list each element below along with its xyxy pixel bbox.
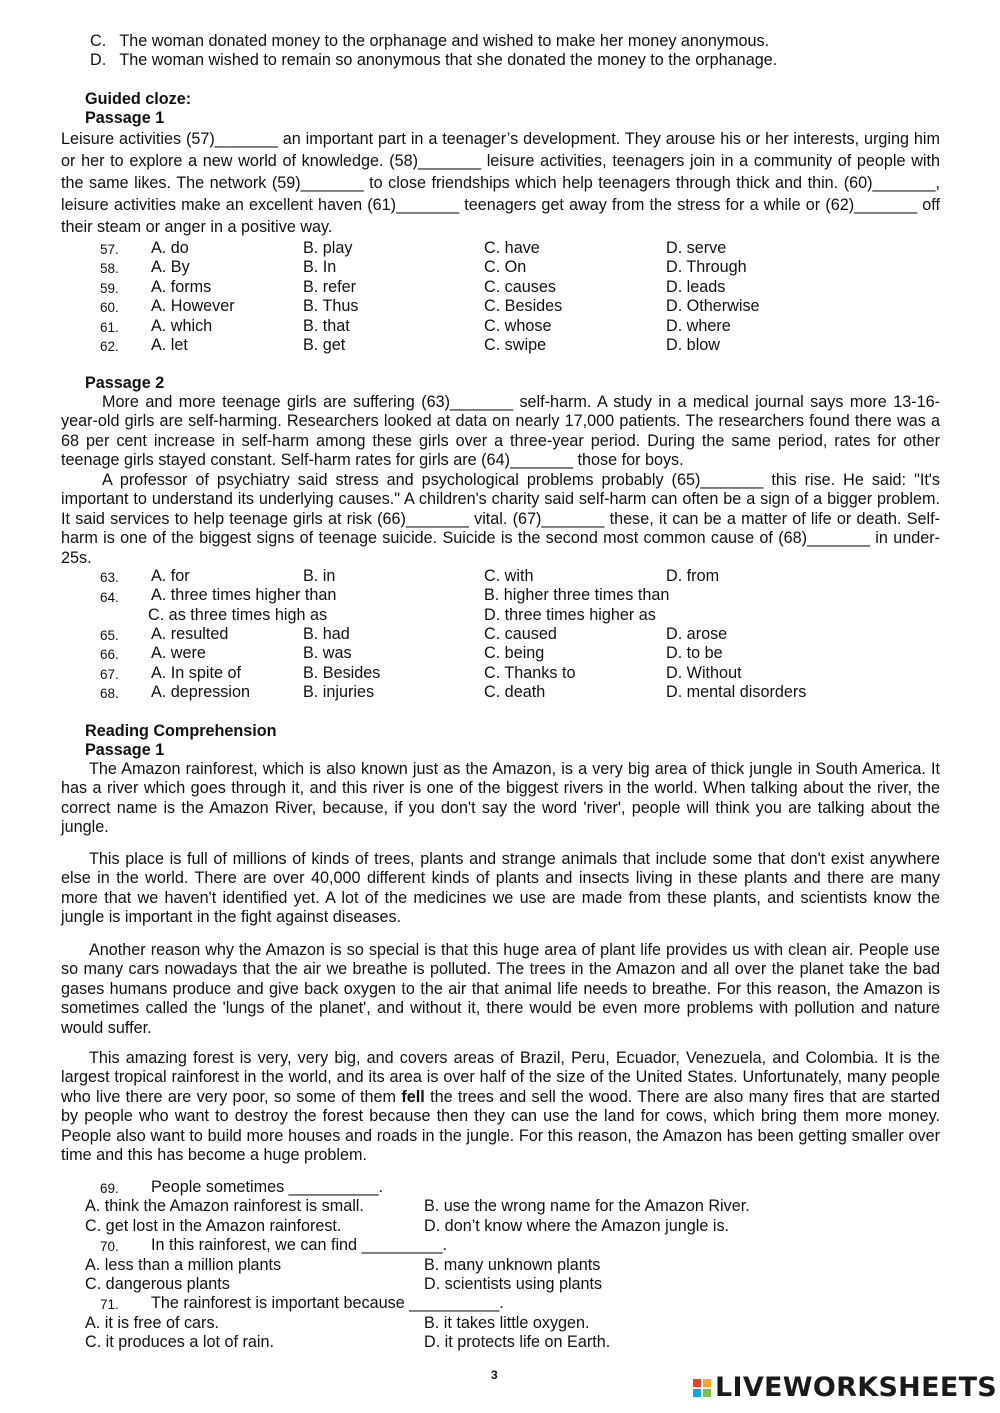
logo-square <box>703 1389 711 1397</box>
logo-text: LIVEWORKSHEETS <box>715 1372 998 1403</box>
question-number: 70. <box>100 1239 119 1255</box>
question-number: 58. <box>100 261 119 277</box>
option-b[interactable]: B. Thus <box>303 297 359 316</box>
option-b[interactable]: B. refer <box>303 277 357 296</box>
reading-paragraph-1: The Amazon rainforest, which is also known just as the Amazon, is a very big area of thick jungle in South America. It has a river which goes through it, and this river is one of the biggest rivers in the world. When talking about the river, the correct name is the Amazon River, because, if you don't say the word 'river', people will think you are talking about the jungle. <box>61 760 940 837</box>
question-stem: People sometimes __________. <box>151 1178 384 1196</box>
question-number: 59. <box>100 280 119 296</box>
option-b[interactable]: B. get <box>303 336 346 354</box>
passage2-title: Passage 2 <box>85 374 165 392</box>
option-d[interactable]: D. from <box>666 567 720 585</box>
paragraph-4-part-1: This amazing forest is very, very big, and covers areas of Brazil, Peru, Ecuador, Venezuela, and Colombia. It is the largest tropical rainforest in the world, and its area is over half of the size of the United States. Unfortunately, many people who live there are very poor, so some of them <box>61 1049 940 1106</box>
option-b[interactable]: B. In <box>303 258 337 277</box>
option-b[interactable]: B. higher three times than <box>484 586 670 604</box>
question-number: 66. <box>100 647 119 663</box>
question-number: 71. <box>100 1297 119 1313</box>
option-c[interactable]: C. On <box>484 258 527 277</box>
option-a[interactable]: A. were <box>151 644 206 663</box>
option-a[interactable]: A. three times higher than <box>151 586 337 604</box>
option-c[interactable]: C. with <box>484 567 534 585</box>
option-a[interactable]: A. it is free of cars. <box>85 1313 220 1332</box>
option-b[interactable]: B. had <box>303 625 350 643</box>
passage1-text: Leisure activities (57)_______ an important part in a teenager’s development. They arouse his or her interests, urging him or her to explore a new world of knowledge. (58)_______ leisure activities, teenagers join in a community of people with the same likes. The network (59)_______ to close friendships which help teenagers through thick and thin. (60)_______, leisure activities make an excellent haven (61)_______ teenagers get away from the stress for a while or (62)_______ off their steam or anger in a positive way. <box>61 130 940 236</box>
option-a[interactable]: A. think the Amazon rainforest is small. <box>85 1197 364 1216</box>
logo-square <box>693 1389 701 1397</box>
option-d[interactable]: D. blow <box>666 336 720 354</box>
option-b[interactable]: B. in <box>303 567 336 585</box>
option-d[interactable]: D. serve <box>666 239 727 257</box>
liveworksheets-logo <box>693 1373 997 1403</box>
question-stem: In this rainforest, we can find _________. <box>151 1236 448 1255</box>
question-number: 67. <box>100 666 119 682</box>
option-a[interactable]: A. do <box>151 239 189 257</box>
option-d[interactable]: D. where <box>666 316 731 335</box>
reading-heading: Reading Comprehension <box>85 722 277 740</box>
reading-passage-title: Passage 1 <box>85 741 165 759</box>
option-c[interactable]: C. dangerous plants <box>85 1275 230 1293</box>
option-b[interactable]: B. Besides <box>303 663 381 682</box>
reading-paragraph-3: Another reason why the Amazon is so special is that this huge area of plant life provides us with clean air. People use so many cars nowadays that the air we breathe is polluted. The trees in the Amazon and all over the planet take the bad gases humans produce and give back oxygen to the air that animal life needs to breathe. For this reason, the Amazon is sometimes called the 'lungs of the planet', and without it, there would be even more problems with pollution and nature would suffer. <box>61 941 940 1037</box>
option-b[interactable]: B. many unknown plants <box>424 1255 601 1274</box>
option-a[interactable]: A. By <box>151 258 190 277</box>
option-d[interactable]: D. to be <box>666 644 723 663</box>
option-c[interactable]: C. causes <box>484 277 556 296</box>
option-a[interactable]: A. resulted <box>151 625 229 643</box>
option-c: C. The woman donated money to the orphanage and wished to make her money anonymous. <box>90 32 770 50</box>
option-c[interactable]: C. have <box>484 239 540 257</box>
question-number: 69. <box>100 1181 119 1196</box>
option-d[interactable]: D. leads <box>666 277 726 296</box>
option-b[interactable]: B. play <box>303 239 353 257</box>
guided-cloze-heading: Guided cloze: <box>85 90 192 108</box>
question-number: 68. <box>100 686 119 702</box>
question-number: 62. <box>100 339 119 354</box>
question-number: 65. <box>100 628 119 643</box>
option-c[interactable]: C. death <box>484 683 546 702</box>
logo-square <box>703 1379 711 1387</box>
logo-icon <box>693 1379 711 1397</box>
passage2-para1: More and more teenage girls are suffering (63)_______ self-harm. A study in a medical journal says more 13-16-year-old girls are self-harming. Researchers looked at data on nearly 17,000 patients. The researchers found there was a 68 per cent increase in self-harm among these girls over a three-year period. During the same period, rates for other teenage girls stayed constant. Self-harm rates for girls are (64)_______ those for boys. <box>61 393 940 470</box>
option-d[interactable]: D. Through <box>666 258 747 277</box>
reading-paragraph-2: This place is full of millions of kinds of trees, plants and strange animals that include some that don't exist anywhere else in the world. There are over 40,000 different kinds of plants and insects living in these plants and there are many more that we haven't identified yet. A lot of the medicines we use are made from these plants, and scientists know the jungle is important in the fight against diseases. <box>61 850 940 927</box>
paragraph-4-part-2: the trees and sell the wood. There are also many fires that are started by people who want to destroy the forest because then they can use the land for cows, which bring them more money. People also want to build more houses and roads in the jungle. For this reason, the Amazon has been getting smaller over time and this has become a huge problem. <box>61 1087 940 1165</box>
option-a[interactable]: A. In spite of <box>151 663 241 682</box>
question-stem: The rainforest is important because __________. <box>151 1294 504 1313</box>
page-number: 3 <box>491 1368 498 1382</box>
option-d[interactable]: D. mental disorders <box>666 683 807 702</box>
option-c[interactable]: C. Thanks to <box>484 663 576 682</box>
option-d[interactable]: D. Without <box>666 663 742 682</box>
question-number: 57. <box>100 242 119 257</box>
option-a[interactable]: A. forms <box>151 277 212 296</box>
question-number: 64. <box>100 590 119 605</box>
reading-paragraph-4 <box>61 1049 940 1165</box>
option-a[interactable]: A. depression <box>151 683 250 702</box>
option-b[interactable]: B. use the wrong name for the Amazon River. <box>424 1197 750 1216</box>
question-number: 60. <box>100 300 119 316</box>
option-a[interactable]: A. which <box>151 316 213 335</box>
passage2-para2: A professor of psychiatry said stress and psychological problems probably (65)_______ this rise. He said: "It's important to understand its underlying causes." A children's charity said self-harm can often be a sign of a bigger problem. It said services to help teenage girls at risk (66)_______ vital. (67)_______ these, it can be a matter of life or death. Self-harm is one of the biggest signs of teenage suicide. Suicide is the second most common cause of (68)_______ in under-25s. <box>61 471 940 567</box>
option-d: D. The woman wished to remain so anonymous that she donated the money to the orphanage. <box>90 51 778 69</box>
option-a[interactable]: A. However <box>151 297 235 316</box>
option-d[interactable]: D. it protects life on Earth. <box>424 1333 611 1352</box>
option-b[interactable]: B. that <box>303 316 350 335</box>
option-c[interactable]: C. caused <box>484 625 557 643</box>
option-d[interactable]: D. arose <box>666 625 728 643</box>
option-a[interactable]: A. let <box>151 336 188 354</box>
option-c[interactable]: C. being <box>484 644 545 663</box>
option-c[interactable]: C. get lost in the Amazon rainforest. <box>85 1216 342 1235</box>
logo-square <box>693 1379 701 1387</box>
option-b[interactable]: B. it takes little oxygen. <box>424 1313 590 1332</box>
bold-word-fell: fell <box>401 1087 425 1106</box>
option-b[interactable]: B. was <box>303 644 352 663</box>
option-c[interactable]: C. Besides <box>484 297 563 316</box>
option-c[interactable]: C. whose <box>484 316 552 335</box>
option-c[interactable]: C. as three times high as <box>148 606 328 624</box>
option-b[interactable]: B. injuries <box>303 683 375 702</box>
option-d[interactable]: D. Otherwise <box>666 297 760 316</box>
passage1-title: Passage 1 <box>85 109 165 127</box>
option-c[interactable]: C. swipe <box>484 336 547 354</box>
option-a[interactable]: A. less than a million plants <box>85 1255 282 1274</box>
option-a[interactable]: A. for <box>151 567 190 585</box>
option-d[interactable]: D. don’t know where the Amazon jungle is. <box>424 1216 730 1235</box>
option-d[interactable]: D. three times higher as <box>484 606 656 624</box>
option-d[interactable]: D. scientists using plants <box>424 1275 603 1293</box>
question-number: 61. <box>100 319 119 335</box>
question-number: 63. <box>100 570 119 585</box>
option-c[interactable]: C. it produces a lot of rain. <box>85 1333 274 1352</box>
